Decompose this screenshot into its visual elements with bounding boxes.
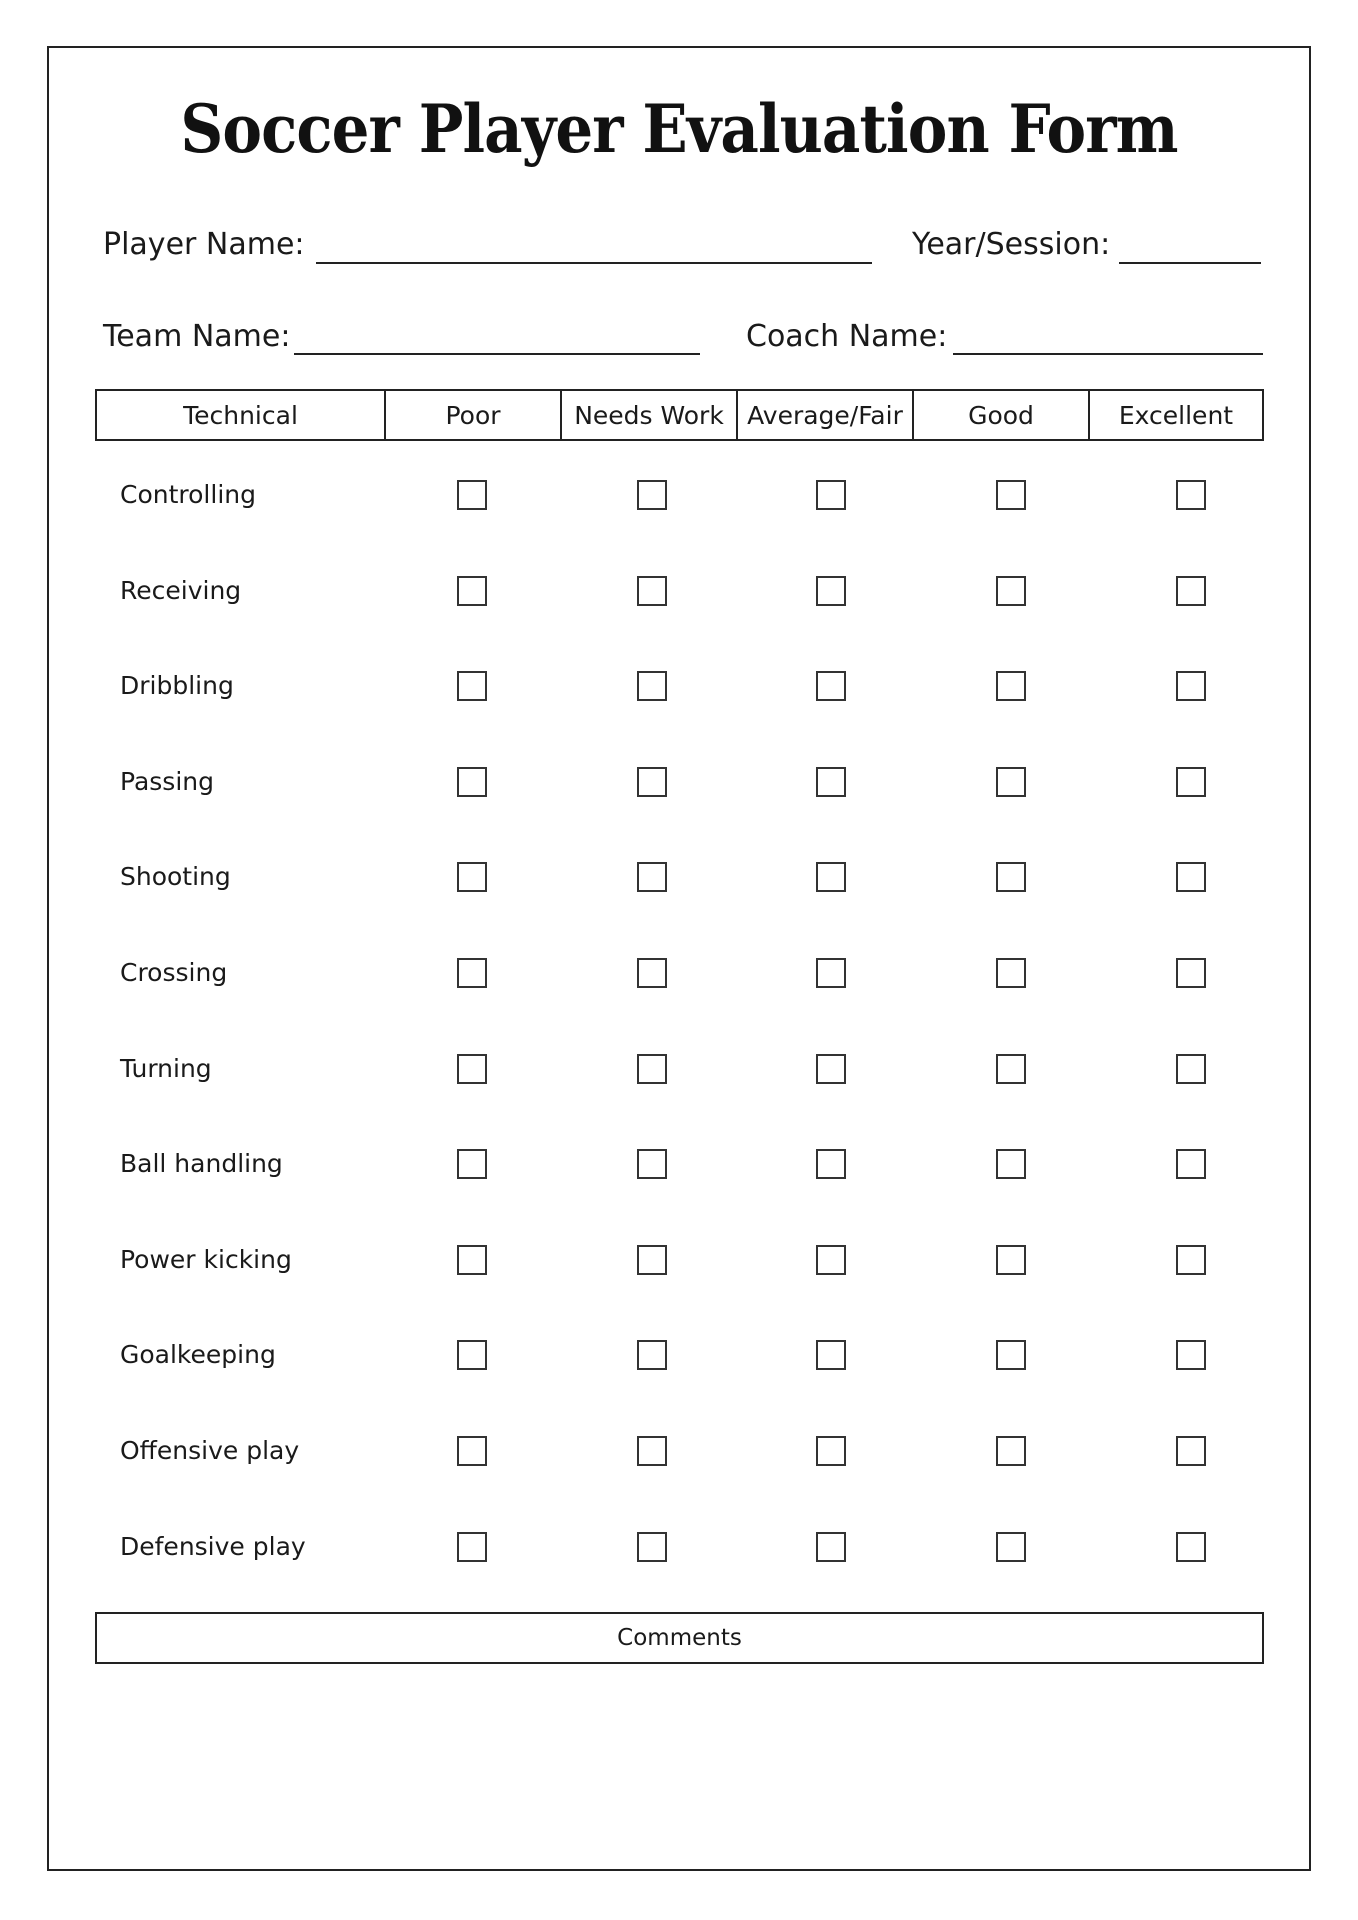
skill-row bbox=[95, 465, 1264, 525]
team-name-field[interactable] bbox=[294, 353, 700, 355]
checkbox-excellent[interactable] bbox=[1176, 1340, 1206, 1370]
checkbox-average-fair[interactable] bbox=[816, 576, 846, 606]
skill-row bbox=[95, 1039, 1264, 1099]
checkbox-good[interactable] bbox=[996, 671, 1026, 701]
checkbox-poor[interactable] bbox=[457, 862, 487, 892]
comments-box[interactable] bbox=[95, 1612, 1264, 1664]
rating-header bbox=[95, 389, 1264, 441]
skill-row bbox=[95, 752, 1264, 812]
checkbox-excellent[interactable] bbox=[1176, 480, 1206, 510]
checkbox-poor[interactable] bbox=[457, 767, 487, 797]
checkbox-excellent[interactable] bbox=[1176, 1532, 1206, 1562]
skill-row bbox=[95, 1421, 1264, 1481]
skill-label: Defensive play bbox=[120, 1531, 306, 1561]
checkbox-poor[interactable] bbox=[457, 1436, 487, 1466]
player-name-field[interactable] bbox=[316, 262, 872, 264]
player-name-label: Player Name: bbox=[103, 227, 305, 262]
checkbox-needs-work[interactable] bbox=[637, 480, 667, 510]
checkbox-excellent[interactable] bbox=[1176, 576, 1206, 606]
skill-row bbox=[95, 1230, 1264, 1290]
checkbox-needs-work[interactable] bbox=[637, 1436, 667, 1466]
checkbox-excellent[interactable] bbox=[1176, 671, 1206, 701]
checkbox-good[interactable] bbox=[996, 767, 1026, 797]
checkbox-excellent[interactable] bbox=[1176, 1245, 1206, 1275]
skill-label: Crossing bbox=[120, 958, 228, 987]
checkbox-average-fair[interactable] bbox=[816, 1340, 846, 1370]
skill-row bbox=[95, 1517, 1264, 1577]
header-good: Good bbox=[914, 391, 1090, 439]
checkbox-good[interactable] bbox=[996, 480, 1026, 510]
skill-row bbox=[95, 943, 1264, 1003]
checkbox-poor[interactable] bbox=[457, 671, 487, 701]
form-title: Soccer Player Evaluation Form bbox=[180, 90, 1178, 168]
coach-name-label: Coach Name: bbox=[746, 319, 948, 354]
checkbox-needs-work[interactable] bbox=[637, 1149, 667, 1179]
checkbox-average-fair[interactable] bbox=[816, 1532, 846, 1562]
comments-label: Comments bbox=[617, 1625, 742, 1651]
checkbox-needs-work[interactable] bbox=[637, 1340, 667, 1370]
skill-label: Ball handling bbox=[120, 1149, 283, 1179]
checkbox-needs-work[interactable] bbox=[637, 1532, 667, 1562]
checkbox-needs-work[interactable] bbox=[637, 671, 667, 701]
skill-row bbox=[95, 656, 1264, 716]
checkbox-average-fair[interactable] bbox=[816, 1245, 846, 1275]
checkbox-good[interactable] bbox=[996, 1340, 1026, 1370]
checkbox-good[interactable] bbox=[996, 1436, 1026, 1466]
skill-row bbox=[95, 1325, 1264, 1385]
skill-label: Power kicking bbox=[120, 1244, 292, 1274]
checkbox-excellent[interactable] bbox=[1176, 862, 1206, 892]
skill-row bbox=[95, 1134, 1264, 1194]
checkbox-poor[interactable] bbox=[457, 1054, 487, 1084]
checkbox-average-fair[interactable] bbox=[816, 1054, 846, 1084]
checkbox-average-fair[interactable] bbox=[816, 862, 846, 892]
checkbox-average-fair[interactable] bbox=[816, 671, 846, 701]
checkbox-excellent[interactable] bbox=[1176, 1149, 1206, 1179]
checkbox-good[interactable] bbox=[996, 862, 1026, 892]
checkbox-good[interactable] bbox=[996, 1245, 1026, 1275]
team-name-label: Team Name: bbox=[103, 319, 291, 354]
skill-row bbox=[95, 847, 1264, 907]
checkbox-poor[interactable] bbox=[457, 1532, 487, 1562]
checkbox-average-fair[interactable] bbox=[816, 1436, 846, 1466]
checkbox-needs-work[interactable] bbox=[637, 1245, 667, 1275]
header-needs-work: Needs Work bbox=[562, 391, 738, 439]
skill-label: Dribbling bbox=[120, 671, 234, 701]
skill-row bbox=[95, 561, 1264, 621]
skill-label: Turning bbox=[120, 1053, 212, 1083]
checkbox-poor[interactable] bbox=[457, 480, 487, 510]
year-session-field[interactable] bbox=[1119, 262, 1261, 264]
checkbox-average-fair[interactable] bbox=[816, 1149, 846, 1179]
checkbox-poor[interactable] bbox=[457, 1340, 487, 1370]
skill-label: Controlling bbox=[120, 480, 256, 509]
checkbox-needs-work[interactable] bbox=[637, 1054, 667, 1084]
header-excellent: Excellent bbox=[1118, 400, 1234, 430]
checkbox-good[interactable] bbox=[996, 576, 1026, 606]
skill-label: Goalkeeping bbox=[120, 1340, 276, 1370]
checkbox-needs-work[interactable] bbox=[637, 767, 667, 797]
skill-label: Offensive play bbox=[120, 1436, 300, 1465]
checkbox-excellent[interactable] bbox=[1176, 1436, 1206, 1466]
checkbox-needs-work[interactable] bbox=[637, 862, 667, 892]
skill-label: Receiving bbox=[120, 575, 242, 605]
checkbox-needs-work[interactable] bbox=[637, 958, 667, 988]
checkbox-poor[interactable] bbox=[457, 958, 487, 988]
skill-label: Passing bbox=[120, 766, 214, 796]
header-technical: Technical bbox=[97, 391, 386, 439]
header-poor: Poor bbox=[386, 391, 562, 439]
checkbox-needs-work[interactable] bbox=[637, 576, 667, 606]
checkbox-excellent[interactable] bbox=[1176, 958, 1206, 988]
checkbox-good[interactable] bbox=[996, 1149, 1026, 1179]
skill-label: Shooting bbox=[120, 862, 231, 892]
checkbox-poor[interactable] bbox=[457, 576, 487, 606]
checkbox-excellent[interactable] bbox=[1176, 767, 1206, 797]
coach-name-field[interactable] bbox=[953, 353, 1263, 355]
checkbox-good[interactable] bbox=[996, 1532, 1026, 1562]
year-session-label: Year/Session: bbox=[912, 227, 1111, 262]
checkbox-good[interactable] bbox=[996, 1054, 1026, 1084]
checkbox-average-fair[interactable] bbox=[816, 480, 846, 510]
checkbox-poor[interactable] bbox=[457, 1245, 487, 1275]
checkbox-poor[interactable] bbox=[457, 1149, 487, 1179]
checkbox-average-fair[interactable] bbox=[816, 958, 846, 988]
checkbox-good[interactable] bbox=[996, 958, 1026, 988]
checkbox-excellent[interactable] bbox=[1176, 1054, 1206, 1084]
checkbox-average-fair[interactable] bbox=[816, 767, 846, 797]
header-average-fair: Average/Fair bbox=[738, 391, 914, 439]
